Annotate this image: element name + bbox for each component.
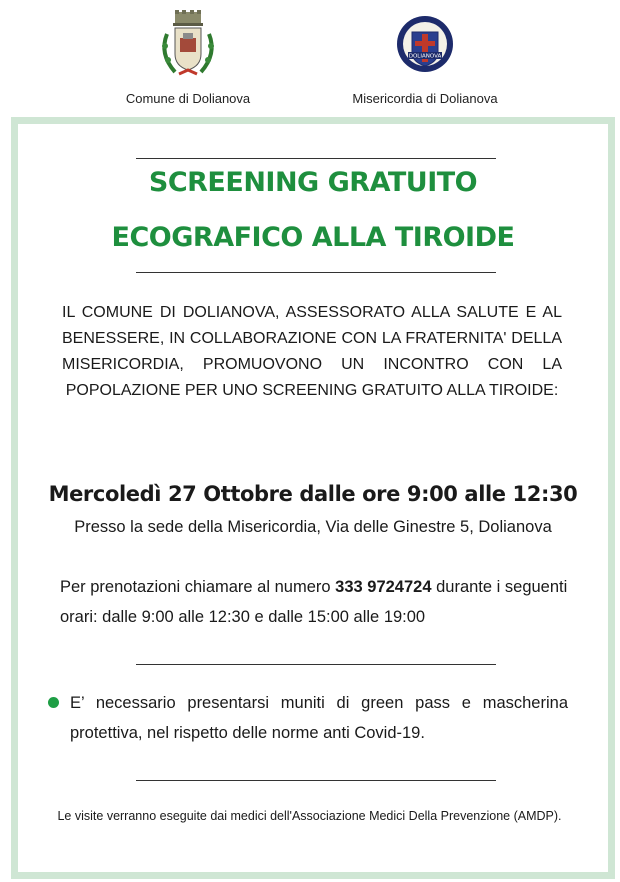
divider-title-bottom — [136, 272, 496, 273]
booking-prefix: Per prenotazioni chiamare al numero — [60, 578, 336, 596]
comune-logo — [108, 8, 268, 106]
footer-note: Le visite verranno eseguite dai medici dell'Associazione Medici Della Prevenzione (AMDP). — [57, 809, 562, 823]
divider-middle — [136, 664, 496, 665]
misericordia-caption: Misericordia di Dolianova — [352, 91, 498, 106]
divider-bottom — [136, 780, 496, 781]
misericordia-logo — [330, 8, 520, 106]
bullet-icon — [48, 697, 59, 708]
notice-item — [48, 688, 568, 748]
misericordia-seal-icon — [390, 8, 460, 84]
divider-top — [136, 158, 496, 159]
intro-paragraph: IL COMUNE DI DOLIANOVA, ASSESSORATO ALLA SALUTE E AL BENESSERE, IN COLLABORAZIONE CON LA FRATERNITA' DELLA MISERICORDIA, PROMUOVONO UN INCONTRO CON LA POPOLAZIONE PER UNO SCREENING GRATUITO ALLA TIROIDE: — [62, 304, 562, 399]
event-date-time: Mercoledì 27 Ottobre dalle ore 9:00 alle 12:30 — [48, 482, 578, 506]
comune-caption: Comune di Dolianova — [125, 91, 251, 106]
event-place: Presso la sede della Misericordia, Via delle Ginestre 5, Dolianova — [74, 518, 552, 536]
municipal-crest-icon — [153, 8, 223, 84]
content-frame — [11, 117, 615, 879]
booking-info — [60, 572, 570, 632]
booking-phone: 333 9724724 — [335, 578, 432, 596]
notice-text: E’ necessario presentarsi muniti di green pass e mascherina protettiva, nel rispetto delle norme anti Covid-19. — [70, 694, 568, 742]
title-line-1: SCREENING GRATUITO — [148, 167, 478, 198]
seal-text: DOLIANOVA — [408, 53, 442, 60]
booking-hours: durante i seguenti orari: dalle 9:00 alle 12:30 e dalle 15:00 alle 19:00 — [60, 578, 568, 626]
title-line-2: ECOGRAFICO ALLA TIROIDE — [111, 222, 515, 253]
